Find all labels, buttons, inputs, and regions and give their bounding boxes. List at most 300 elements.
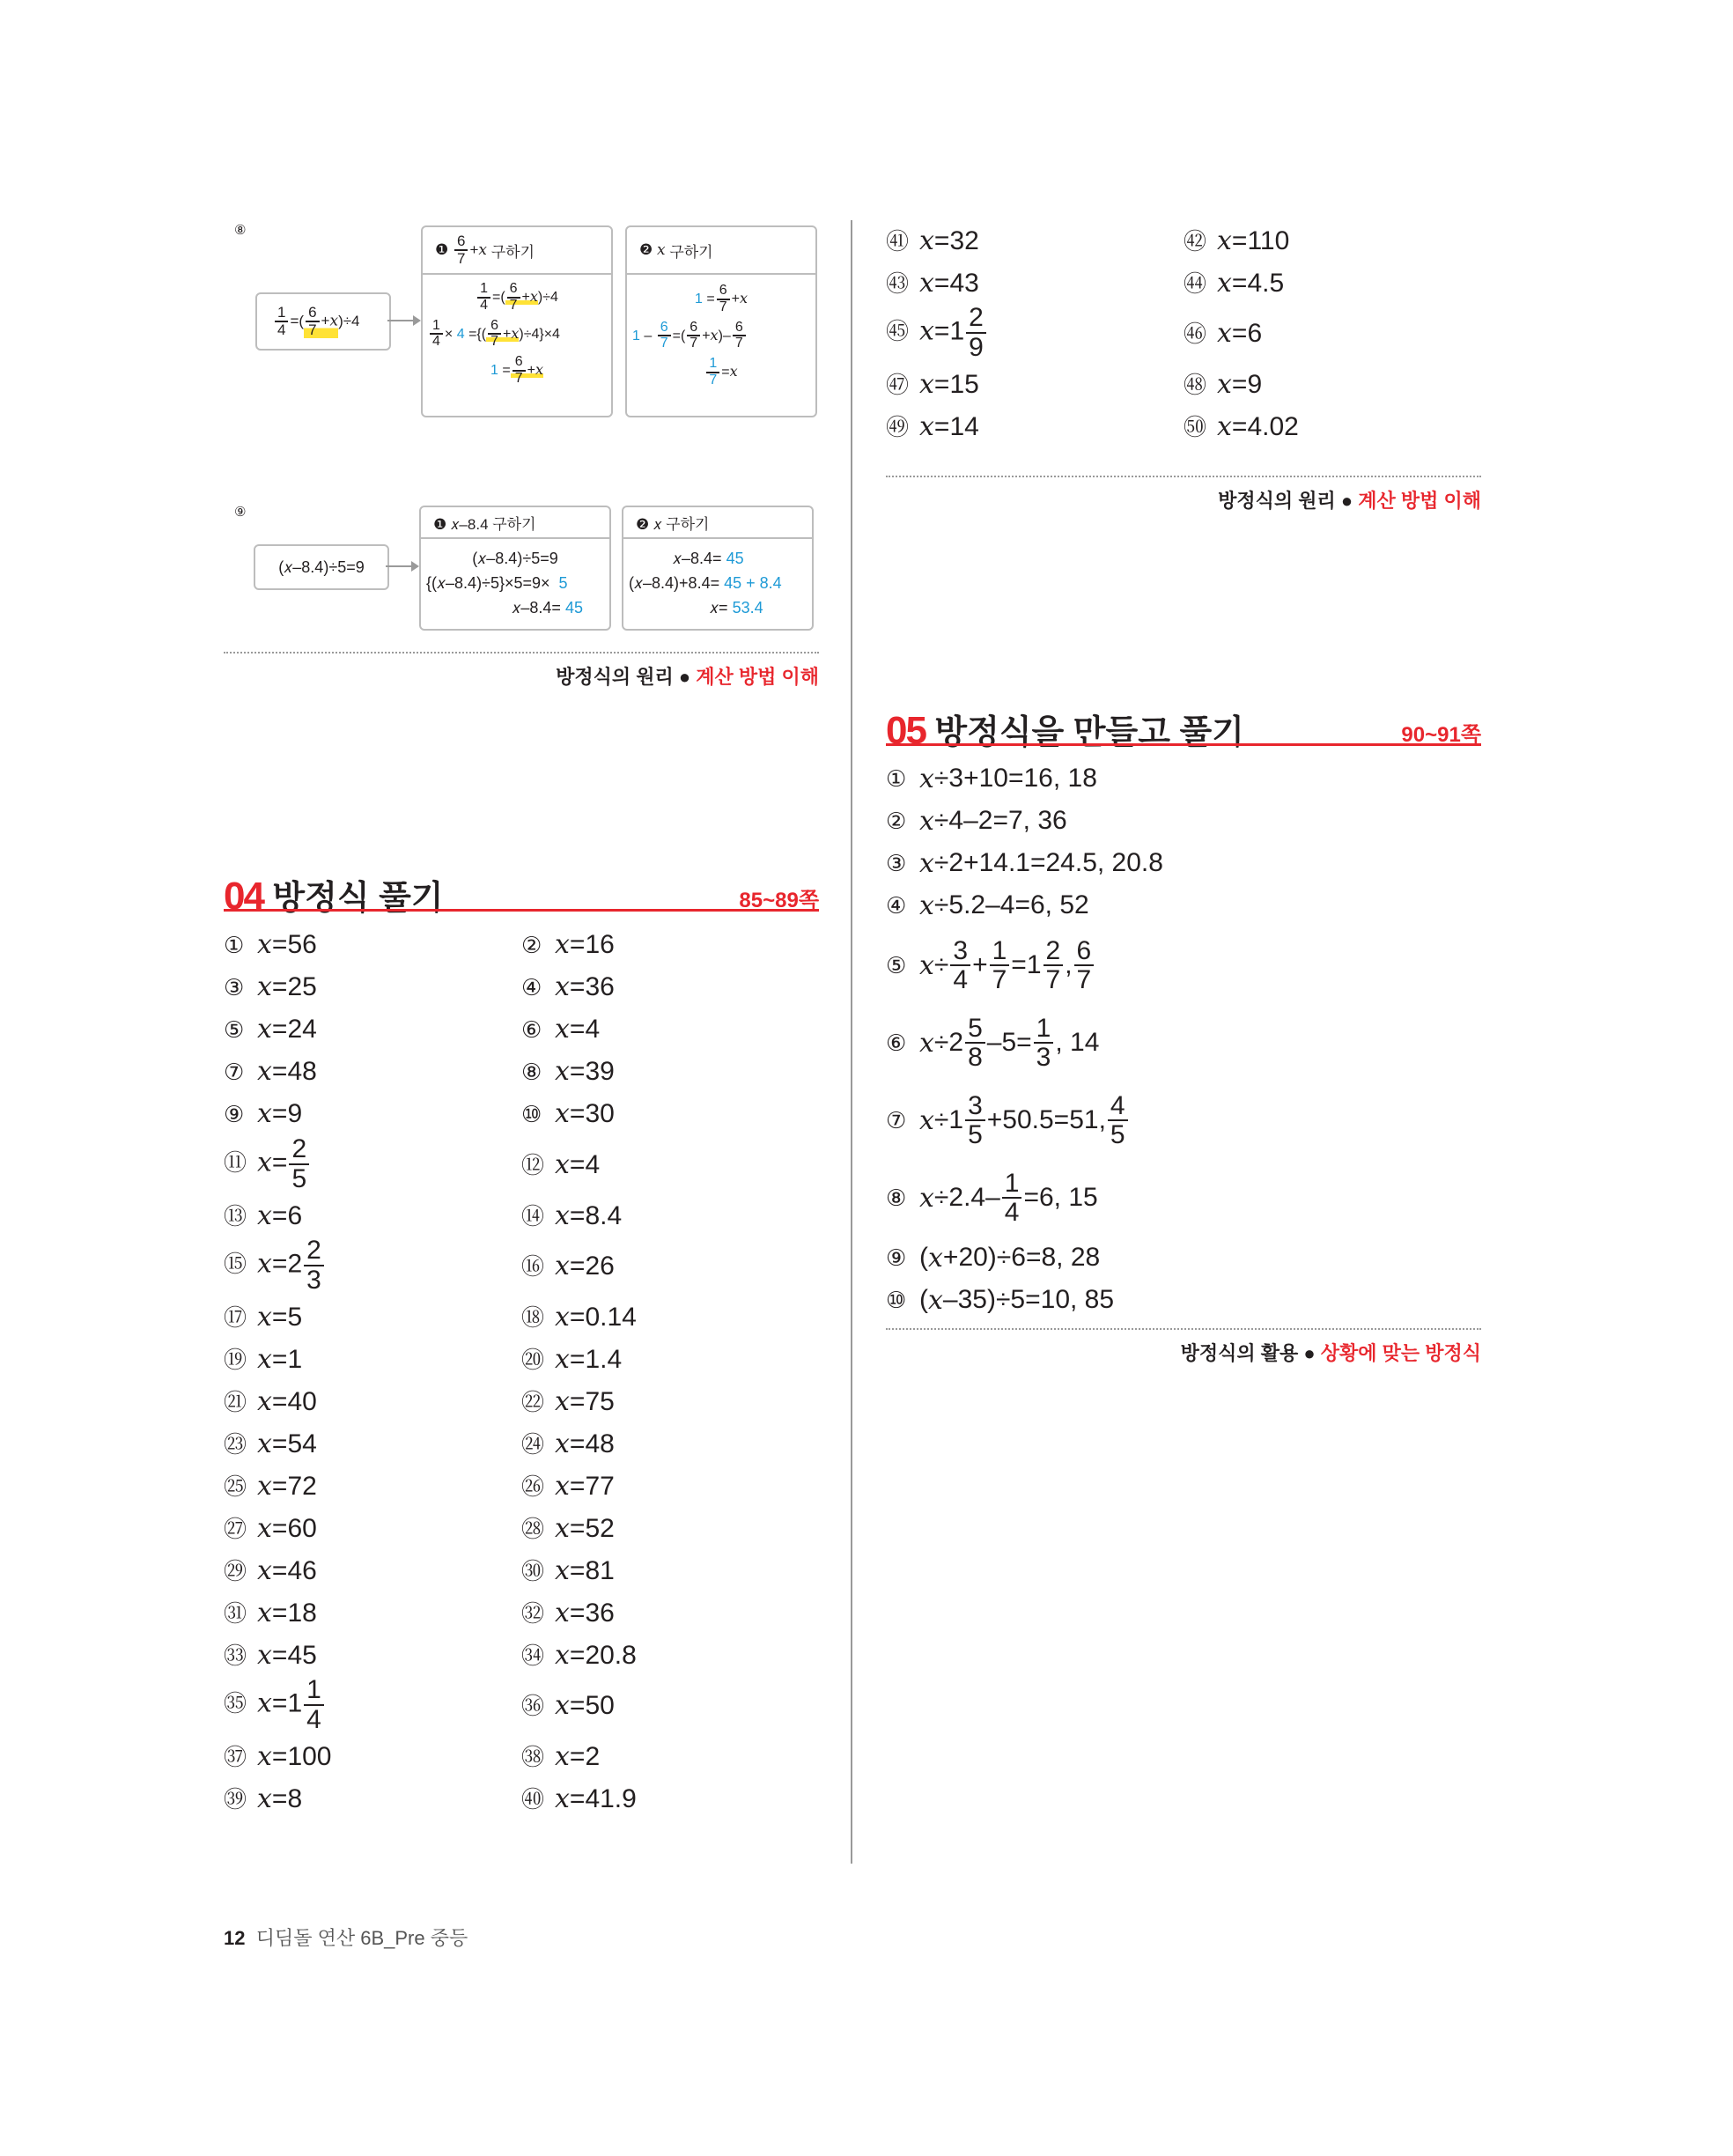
variable-x: 𝑥 (257, 1097, 272, 1129)
answer-number: ㊵ (521, 1785, 545, 1813)
answer-item (224, 1098, 521, 1129)
fraction-denominator: 4 (953, 965, 969, 994)
answer-number: ⑤ (224, 1015, 245, 1043)
answer-item (224, 1300, 521, 1333)
answer-item (224, 1638, 521, 1671)
answer-item (224, 1596, 521, 1628)
equation-part: + (972, 950, 988, 979)
fraction (950, 937, 970, 994)
answer-value: =75 (569, 1386, 615, 1416)
fraction (1002, 1170, 1022, 1227)
variable-x: 𝑥 (919, 315, 934, 347)
answer-item (1184, 266, 1481, 299)
answer-value: =81 (569, 1555, 615, 1585)
answer-value: =8.4 (569, 1200, 623, 1230)
category-right-bottom: 방정식의 활용 ● 상황에 맞는 방정식 (1180, 1342, 1481, 1364)
variable-x: 𝑥 (1217, 267, 1232, 299)
equation-part: ÷ (933, 950, 949, 979)
answer-value: =54 (271, 1429, 317, 1458)
answer-row (886, 218, 1502, 261)
answer-number: ㉗ (224, 1515, 247, 1542)
divider-left (224, 652, 819, 653)
equation-part: =1 (1011, 950, 1042, 979)
answer-item (224, 1384, 521, 1417)
answer-number: ㉟ (224, 1690, 247, 1717)
answer-number: ⑱ (521, 1303, 545, 1331)
answer-number: ③ (224, 973, 245, 1000)
answer-number: ㊳ (521, 1743, 545, 1770)
answer-number: ⑦ (886, 1106, 907, 1133)
variable-x: 𝑥 (555, 1554, 570, 1586)
answer-number: ㊽ (1184, 371, 1207, 398)
answer-number: ⑧ (886, 1184, 907, 1211)
answer-row (224, 1295, 840, 1337)
answer-item (886, 304, 1184, 361)
fraction-denominator: 7 (992, 965, 1007, 994)
answer-row (886, 404, 1502, 447)
equation-text: –35)÷5=10, 85 (942, 1285, 1115, 1314)
answer-row (886, 303, 1502, 362)
answer-row (224, 1734, 840, 1776)
answer-number: ② (521, 931, 542, 958)
variable-x: 𝑥 (919, 805, 934, 837)
answer-number: ㉔ (521, 1430, 545, 1458)
answer-value: =14 (933, 411, 979, 441)
fraction-denominator: 5 (968, 1120, 983, 1149)
answer-row (224, 1776, 840, 1819)
answer-item (521, 1300, 819, 1333)
answer-value: =1 (271, 1688, 303, 1718)
variable-x: 𝑥 (257, 1200, 272, 1231)
fraction-numerator: 3 (950, 937, 970, 967)
answer-value: =4.5 (1231, 268, 1285, 298)
answers04-continued (886, 218, 1502, 447)
variable-x: 𝑥 (555, 1428, 570, 1459)
fraction-numerator: 2 (289, 1135, 309, 1165)
answer-item (224, 1782, 521, 1814)
answer-number: ㉙ (224, 1557, 247, 1584)
fraction-numerator: 1 (1034, 1015, 1054, 1045)
answer-number: ⑰ (224, 1303, 247, 1331)
answer-row (224, 1008, 840, 1050)
variable-x: 𝑥 (257, 1554, 272, 1586)
fraction-numerator: 1 (1002, 1170, 1022, 1200)
answer-item (886, 410, 1184, 442)
variable-x: 𝑥 (928, 1284, 943, 1316)
answer-number: ④ (521, 973, 542, 1000)
paren: ( (919, 1243, 928, 1272)
answer-value: =50 (569, 1691, 615, 1720)
variable-x: 𝑥 (919, 225, 934, 256)
variable-x: 𝑥 (555, 1385, 570, 1417)
answer-item (521, 1688, 819, 1721)
section04-header: 04 방정식 풀기 85~89쪽 (224, 875, 819, 918)
variable-x: 𝑥 (919, 763, 934, 794)
answer-item (1184, 410, 1481, 442)
answer-item (886, 1279, 1481, 1321)
fraction-numerator: 1 (990, 937, 1010, 967)
answer-item (886, 1159, 1481, 1237)
answer-number: ㉘ (521, 1515, 545, 1542)
answer-item (886, 800, 1481, 842)
answer-number: ㊼ (886, 371, 910, 398)
answer-item (521, 1427, 819, 1459)
fraction (965, 1092, 985, 1149)
variable-x: 𝑥 (257, 1512, 272, 1544)
fraction (966, 304, 986, 361)
answer-value: =2 (569, 1741, 601, 1771)
answer-row (224, 1379, 840, 1421)
answer-item (224, 1056, 521, 1087)
answer-item (886, 757, 1481, 800)
variable-x: 𝑥 (555, 1251, 570, 1281)
fraction (1034, 1015, 1054, 1072)
fraction-denominator: 4 (1004, 1198, 1020, 1227)
fraction (990, 937, 1010, 994)
answer-number: ① (224, 931, 245, 958)
fraction-denominator: 4 (306, 1704, 321, 1734)
answer-value: =40 (271, 1386, 317, 1416)
answer-value: =48 (569, 1429, 615, 1458)
answer-number: ⑥ (521, 1015, 542, 1043)
answer-number: ⑬ (224, 1202, 247, 1229)
answer-number: ⑭ (521, 1202, 545, 1229)
answer-item (886, 1237, 1481, 1279)
answer-number: ㊲ (224, 1743, 247, 1770)
variable-x: 𝑥 (257, 1301, 272, 1333)
answer-row (224, 965, 840, 1008)
answer-item (521, 1249, 819, 1281)
variable-x: 𝑥 (555, 1639, 570, 1671)
equation-part: +50.5=51, (986, 1105, 1106, 1134)
answer-value: =48 (271, 1056, 317, 1086)
answer-item (224, 971, 521, 1002)
answer-value: =110 (1231, 225, 1290, 255)
fraction-numerator: 2 (304, 1237, 324, 1266)
variable-x: 𝑥 (257, 1055, 272, 1087)
answer-value: =9 (1231, 369, 1263, 399)
equation-text: ÷3+10=16, 18 (933, 764, 1097, 793)
answer-row (224, 1134, 840, 1193)
answer-item (886, 1004, 1481, 1082)
answer-number: ⑦ (224, 1058, 245, 1085)
variable-x: 𝑥 (1217, 368, 1232, 400)
variable-x: 𝑥 (919, 410, 934, 442)
equation-part: , 14 (1055, 1028, 1100, 1057)
answer-item (521, 1199, 819, 1231)
equation-part: –5= (986, 1028, 1032, 1057)
answer-number: ㉒ (521, 1388, 545, 1415)
variable-x: 𝑥 (555, 1149, 570, 1180)
answer-value: =9 (271, 1098, 303, 1128)
answer-number: ㊴ (224, 1785, 247, 1813)
divider-right-bottom (886, 1328, 1481, 1330)
category-left: 방정식의 원리 ● 계산 방법 이해 (556, 666, 819, 688)
answer-number: ㊶ (886, 227, 910, 255)
answer-item (224, 1342, 521, 1375)
answer-row (224, 1337, 840, 1379)
answer-item (886, 884, 1481, 927)
variable-x: 𝑥 (257, 1783, 272, 1814)
answers04-list (224, 923, 840, 1819)
variable-x: 𝑥 (919, 890, 934, 921)
answer-item (1184, 316, 1481, 349)
fraction-denominator: 5 (1110, 1120, 1125, 1149)
answers05-list (886, 757, 1481, 1321)
equation-part: ÷2 (933, 1028, 964, 1057)
fraction-denominator: 9 (969, 332, 984, 362)
variable-x: 𝑥 (555, 1200, 570, 1231)
variable-x: 𝑥 (1217, 410, 1232, 442)
answer-value: =26 (569, 1252, 615, 1281)
answer-item (521, 1342, 819, 1375)
equation-part: , (1065, 950, 1073, 979)
variable-x: 𝑥 (257, 971, 272, 1002)
answer-number: ㉕ (224, 1473, 247, 1500)
paren: ( (919, 1285, 928, 1314)
answer-value: =32 (933, 225, 979, 255)
answer-number: ③ (886, 849, 907, 876)
answer-value: =2 (271, 1249, 303, 1279)
fraction (1074, 937, 1095, 994)
variable-x: 𝑥 (257, 1740, 272, 1772)
equation-part: ÷1 (933, 1105, 964, 1134)
answer-value: =24 (271, 1014, 317, 1044)
answer-item (1184, 367, 1481, 400)
answer-number: ⑮ (224, 1251, 247, 1278)
diagram8-start-box: $\frac{1}{4}$ =( $\frac{6}{7}$ +𝑥 )÷4 (255, 292, 391, 351)
answer-item (224, 1676, 521, 1733)
answer-row (224, 1506, 840, 1548)
answer-number: ㊻ (1184, 321, 1207, 347)
answer-number: ⑩ (886, 1286, 907, 1313)
answer-value: =41.9 (569, 1783, 637, 1813)
answer-row (224, 1633, 840, 1675)
variable-x: 𝑥 (257, 1147, 272, 1178)
answer-item (521, 1638, 819, 1671)
fraction-denominator: 3 (1036, 1043, 1051, 1072)
answer-number: ① (886, 764, 907, 792)
fraction-numerator: 5 (965, 1015, 985, 1045)
section05-header: 05 방정식을 만들고 풀기 90~91쪽 (886, 709, 1481, 752)
answer-row (224, 1548, 840, 1591)
answer-item (224, 1511, 521, 1544)
answer-row (224, 1421, 840, 1464)
variable-x: 𝑥 (555, 1740, 570, 1772)
answer-value: =77 (569, 1471, 615, 1501)
answer-value: =15 (933, 369, 979, 399)
equation-part: =6, 15 (1023, 1183, 1098, 1212)
answer-value: =36 (569, 971, 615, 1001)
variable-x: 𝑥 (555, 1690, 570, 1721)
answer-number: ⑨ (224, 1100, 245, 1127)
answer-row (886, 261, 1502, 303)
answer-number: ㊸ (886, 270, 910, 297)
answer-value: =60 (271, 1513, 317, 1543)
answer-row (886, 362, 1502, 404)
answer-item (224, 1554, 521, 1586)
answer-number: ⑲ (224, 1346, 247, 1373)
answer-value: =0.14 (569, 1302, 637, 1332)
fraction (304, 1676, 324, 1733)
variable-x: 𝑥 (555, 928, 570, 960)
diagram9-step2-box: ❷ 𝑥 구하기 𝑥–8.4= 45 (𝑥–8.4)+8.4= 45 + 8.4 𝑥= 53.4 (622, 506, 814, 631)
variable-x: 𝑥 (919, 1027, 934, 1059)
answer-item (521, 1384, 819, 1417)
answer-number: ㉓ (224, 1430, 247, 1458)
variable-x: 𝑥 (555, 1055, 570, 1087)
fraction (1043, 937, 1064, 994)
answer-value: =72 (271, 1471, 317, 1501)
answer-value: =1 (271, 1344, 303, 1374)
answer-value: =36 (569, 1598, 615, 1628)
answer-number: ㉞ (521, 1642, 545, 1669)
fraction (965, 1015, 985, 1072)
answer-number: ㊹ (1184, 270, 1207, 297)
answer-number: ㉜ (521, 1599, 545, 1627)
answer-value: =100 (271, 1741, 332, 1771)
answer-value: =25 (271, 971, 317, 1001)
fraction-denominator: 8 (968, 1043, 983, 1072)
answer-item (224, 1469, 521, 1502)
answer-item (521, 1056, 819, 1087)
variable-x: 𝑥 (555, 1343, 570, 1375)
fraction-numerator: 2 (966, 304, 986, 334)
answer-value: =16 (569, 929, 615, 959)
answer-item (886, 266, 1184, 299)
diagram9-label: ⑨ (234, 505, 247, 520)
diagram8-step2-box: ❷ 𝑥 구하기 1 = $\frac{6}{7}$ +𝑥 1 – $\frac{6}{7}$ =( $\frac{6}{7}$ +𝑥)– $\frac{6}{7}$ $\frac{1}{7}$ =𝑥 (625, 225, 817, 417)
fraction-denominator: 7 (1076, 965, 1092, 994)
section04-underline (224, 909, 819, 912)
variable-x: 𝑥 (919, 847, 934, 879)
diagram8-label: ⑧ (234, 223, 247, 238)
fraction-denominator: 3 (306, 1265, 321, 1295)
answer-item (886, 927, 1481, 1004)
variable-x: 𝑥 (555, 1013, 570, 1045)
variable-x: 𝑥 (919, 949, 934, 981)
variable-x: 𝑥 (257, 1013, 272, 1045)
answer-item (224, 1427, 521, 1459)
answer-number: ㉚ (521, 1557, 545, 1584)
equation-text: ÷5.2–4=6, 52 (933, 890, 1089, 919)
variable-x: 𝑥 (555, 1301, 570, 1333)
diagram9-arrow (386, 565, 417, 567)
fraction-numerator: 3 (965, 1092, 985, 1122)
variable-x: 𝑥 (1217, 318, 1232, 349)
variable-x: 𝑥 (257, 1687, 272, 1719)
answer-number: ② (886, 807, 907, 834)
answer-row (224, 923, 840, 965)
answer-item (521, 1596, 819, 1628)
fraction-numerator: 2 (1043, 937, 1064, 967)
variable-x: 𝑥 (555, 1783, 570, 1814)
answer-number: ⑩ (521, 1100, 542, 1127)
answer-item (224, 1135, 521, 1192)
variable-x: 𝑥 (257, 1428, 272, 1459)
answer-item (521, 971, 819, 1002)
answer-row (224, 1193, 840, 1236)
variable-x: 𝑥 (919, 1182, 934, 1214)
answer-value: =8 (271, 1783, 303, 1813)
fraction-denominator: 5 (291, 1163, 307, 1193)
answer-value: =45 (271, 1640, 317, 1670)
answer-row (224, 1591, 840, 1633)
variable-x: 𝑥 (257, 1343, 272, 1375)
variable-x: 𝑥 (555, 1597, 570, 1628)
answer-value: =1.4 (569, 1344, 623, 1374)
answer-row (224, 1236, 840, 1295)
answer-item (521, 1782, 819, 1814)
variable-x: 𝑥 (555, 1470, 570, 1502)
answer-number: ㊺ (886, 318, 910, 345)
variable-x: 𝑥 (257, 1248, 272, 1280)
variable-x: 𝑥 (1217, 225, 1232, 256)
variable-x: 𝑥 (928, 1242, 943, 1274)
answer-value: =18 (271, 1598, 317, 1628)
answer-value: =20.8 (569, 1640, 637, 1670)
answer-number: ⑯ (521, 1253, 545, 1280)
answer-value: =5 (271, 1302, 303, 1332)
equation-part: ÷2.4– (933, 1183, 1000, 1212)
answer-value: =52 (569, 1513, 615, 1543)
fraction-numerator: 6 (1074, 937, 1095, 967)
answer-value: =43 (933, 268, 979, 298)
variable-x: 𝑥 (257, 1639, 272, 1671)
variable-x: 𝑥 (257, 928, 272, 960)
fraction (1108, 1092, 1128, 1149)
answer-row (224, 1092, 840, 1134)
answer-item (521, 929, 819, 960)
answer-item (886, 367, 1184, 400)
variable-x: 𝑥 (257, 1470, 272, 1502)
footer: 12 디딤돌 연산 6B_Pre 중등 (224, 1927, 468, 1949)
diagram9-start-box: (𝑥–8.4)÷5=9 (254, 544, 389, 590)
column-divider (851, 220, 852, 1864)
answer-number: ㉑ (224, 1388, 247, 1415)
answer-value: =6 (271, 1200, 303, 1230)
answer-item (521, 1469, 819, 1502)
answer-number: ㊱ (521, 1693, 545, 1719)
answer-number: ⑫ (521, 1152, 545, 1178)
fraction (289, 1135, 309, 1192)
answer-number: ㉖ (521, 1473, 545, 1500)
answer-value: =6 (1231, 319, 1263, 348)
variable-x: 𝑥 (919, 1104, 934, 1136)
answer-number: ㊷ (1184, 227, 1207, 255)
answer-number: ⑨ (886, 1244, 907, 1271)
answer-item (521, 1098, 819, 1129)
answer-row (224, 1675, 840, 1734)
fraction (304, 1237, 324, 1294)
variable-x: 𝑥 (555, 1512, 570, 1544)
answer-item (521, 1511, 819, 1544)
answer-item (521, 1014, 819, 1045)
equation-text: ÷2+14.1=24.5, 20.8 (933, 848, 1163, 877)
answer-item (886, 1082, 1481, 1159)
answer-item (886, 224, 1184, 256)
variable-x: 𝑥 (257, 1385, 272, 1417)
answer-item (224, 1237, 521, 1294)
answer-value: =46 (271, 1555, 317, 1585)
answer-value: =30 (569, 1098, 615, 1128)
answer-number: ⑤ (886, 951, 907, 978)
category-right-top: 방정식의 원리 ● 계산 방법 이해 (1218, 490, 1481, 512)
variable-x: 𝑥 (257, 1597, 272, 1628)
divider-right-top (886, 476, 1481, 477)
answer-number: ㊾ (886, 413, 910, 440)
variable-x: 𝑥 (555, 971, 570, 1002)
